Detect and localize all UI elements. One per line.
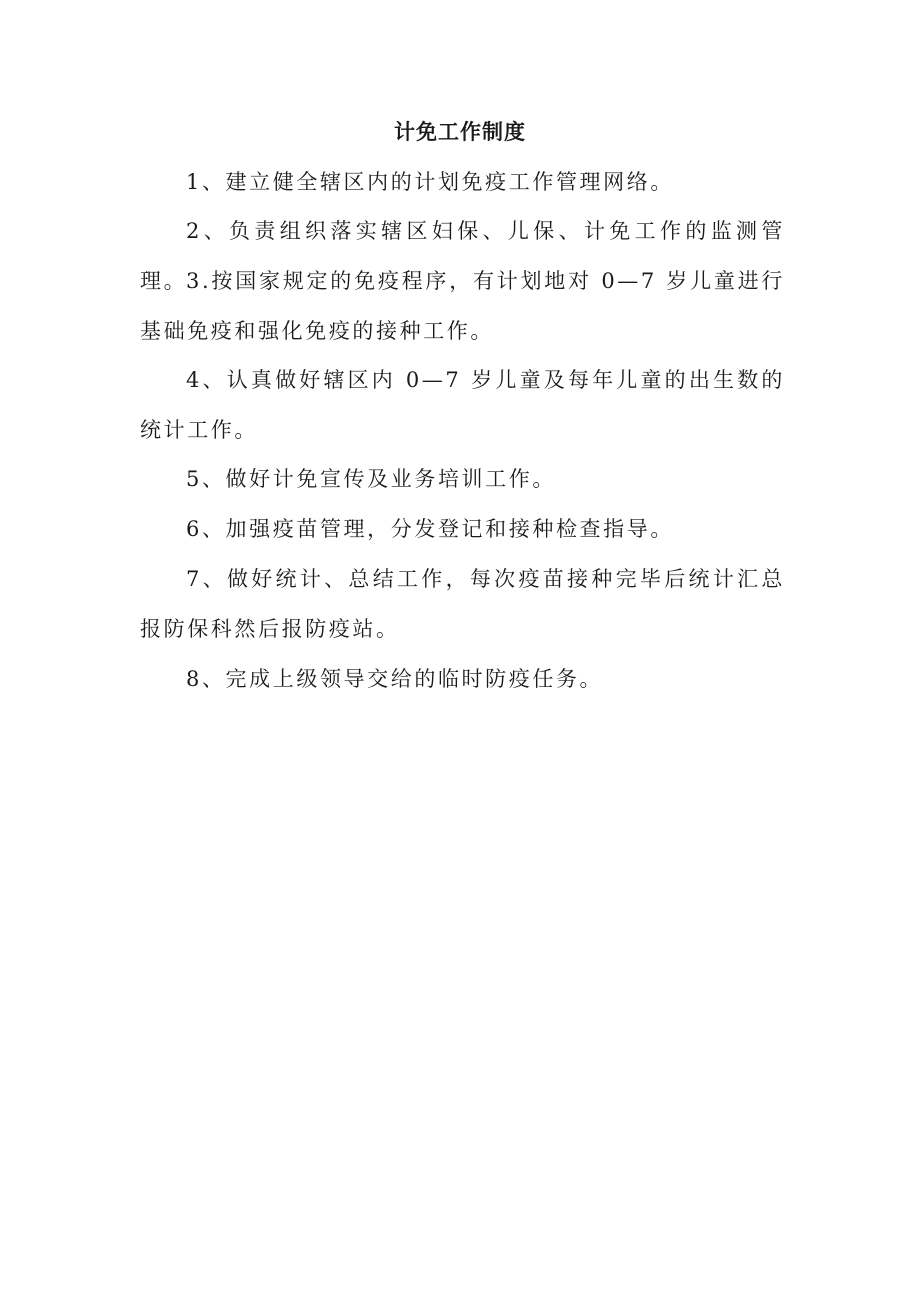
regulation-item-1: 1、建立健全辖区内的计划免疫工作管理网络。 bbox=[186, 170, 674, 194]
regulation-item-3: 3.按国家规定的免疫程序，有计划地对 0—7 岁儿童进行基础免疫和强化免疫的接种工作。 bbox=[140, 269, 785, 343]
regulation-item-5: 5、做好计免宣传及业务培训工作。 bbox=[186, 467, 556, 491]
regulation-item-2: 2、负责组织落实辖区妇保、儿保、计免工作的监测管理。 bbox=[140, 219, 785, 293]
document-title: 计免工作制度 bbox=[394, 119, 526, 144]
regulation-item-6: 6、加强疫苗管理，分发登记和接种检查指导。 bbox=[186, 517, 674, 541]
regulation-item-8: 8、完成上级领导交给的临时防疫任务。 bbox=[186, 667, 604, 691]
regulation-item-7: 7、做好统计、总结工作，每次疫苗接种完毕后统计汇总报防保科然后报防疫站。 bbox=[140, 567, 785, 641]
regulation-item-4: 4、认真做好辖区内 0—7 岁儿童及每年儿童的出生数的统计工作。 bbox=[140, 368, 785, 442]
